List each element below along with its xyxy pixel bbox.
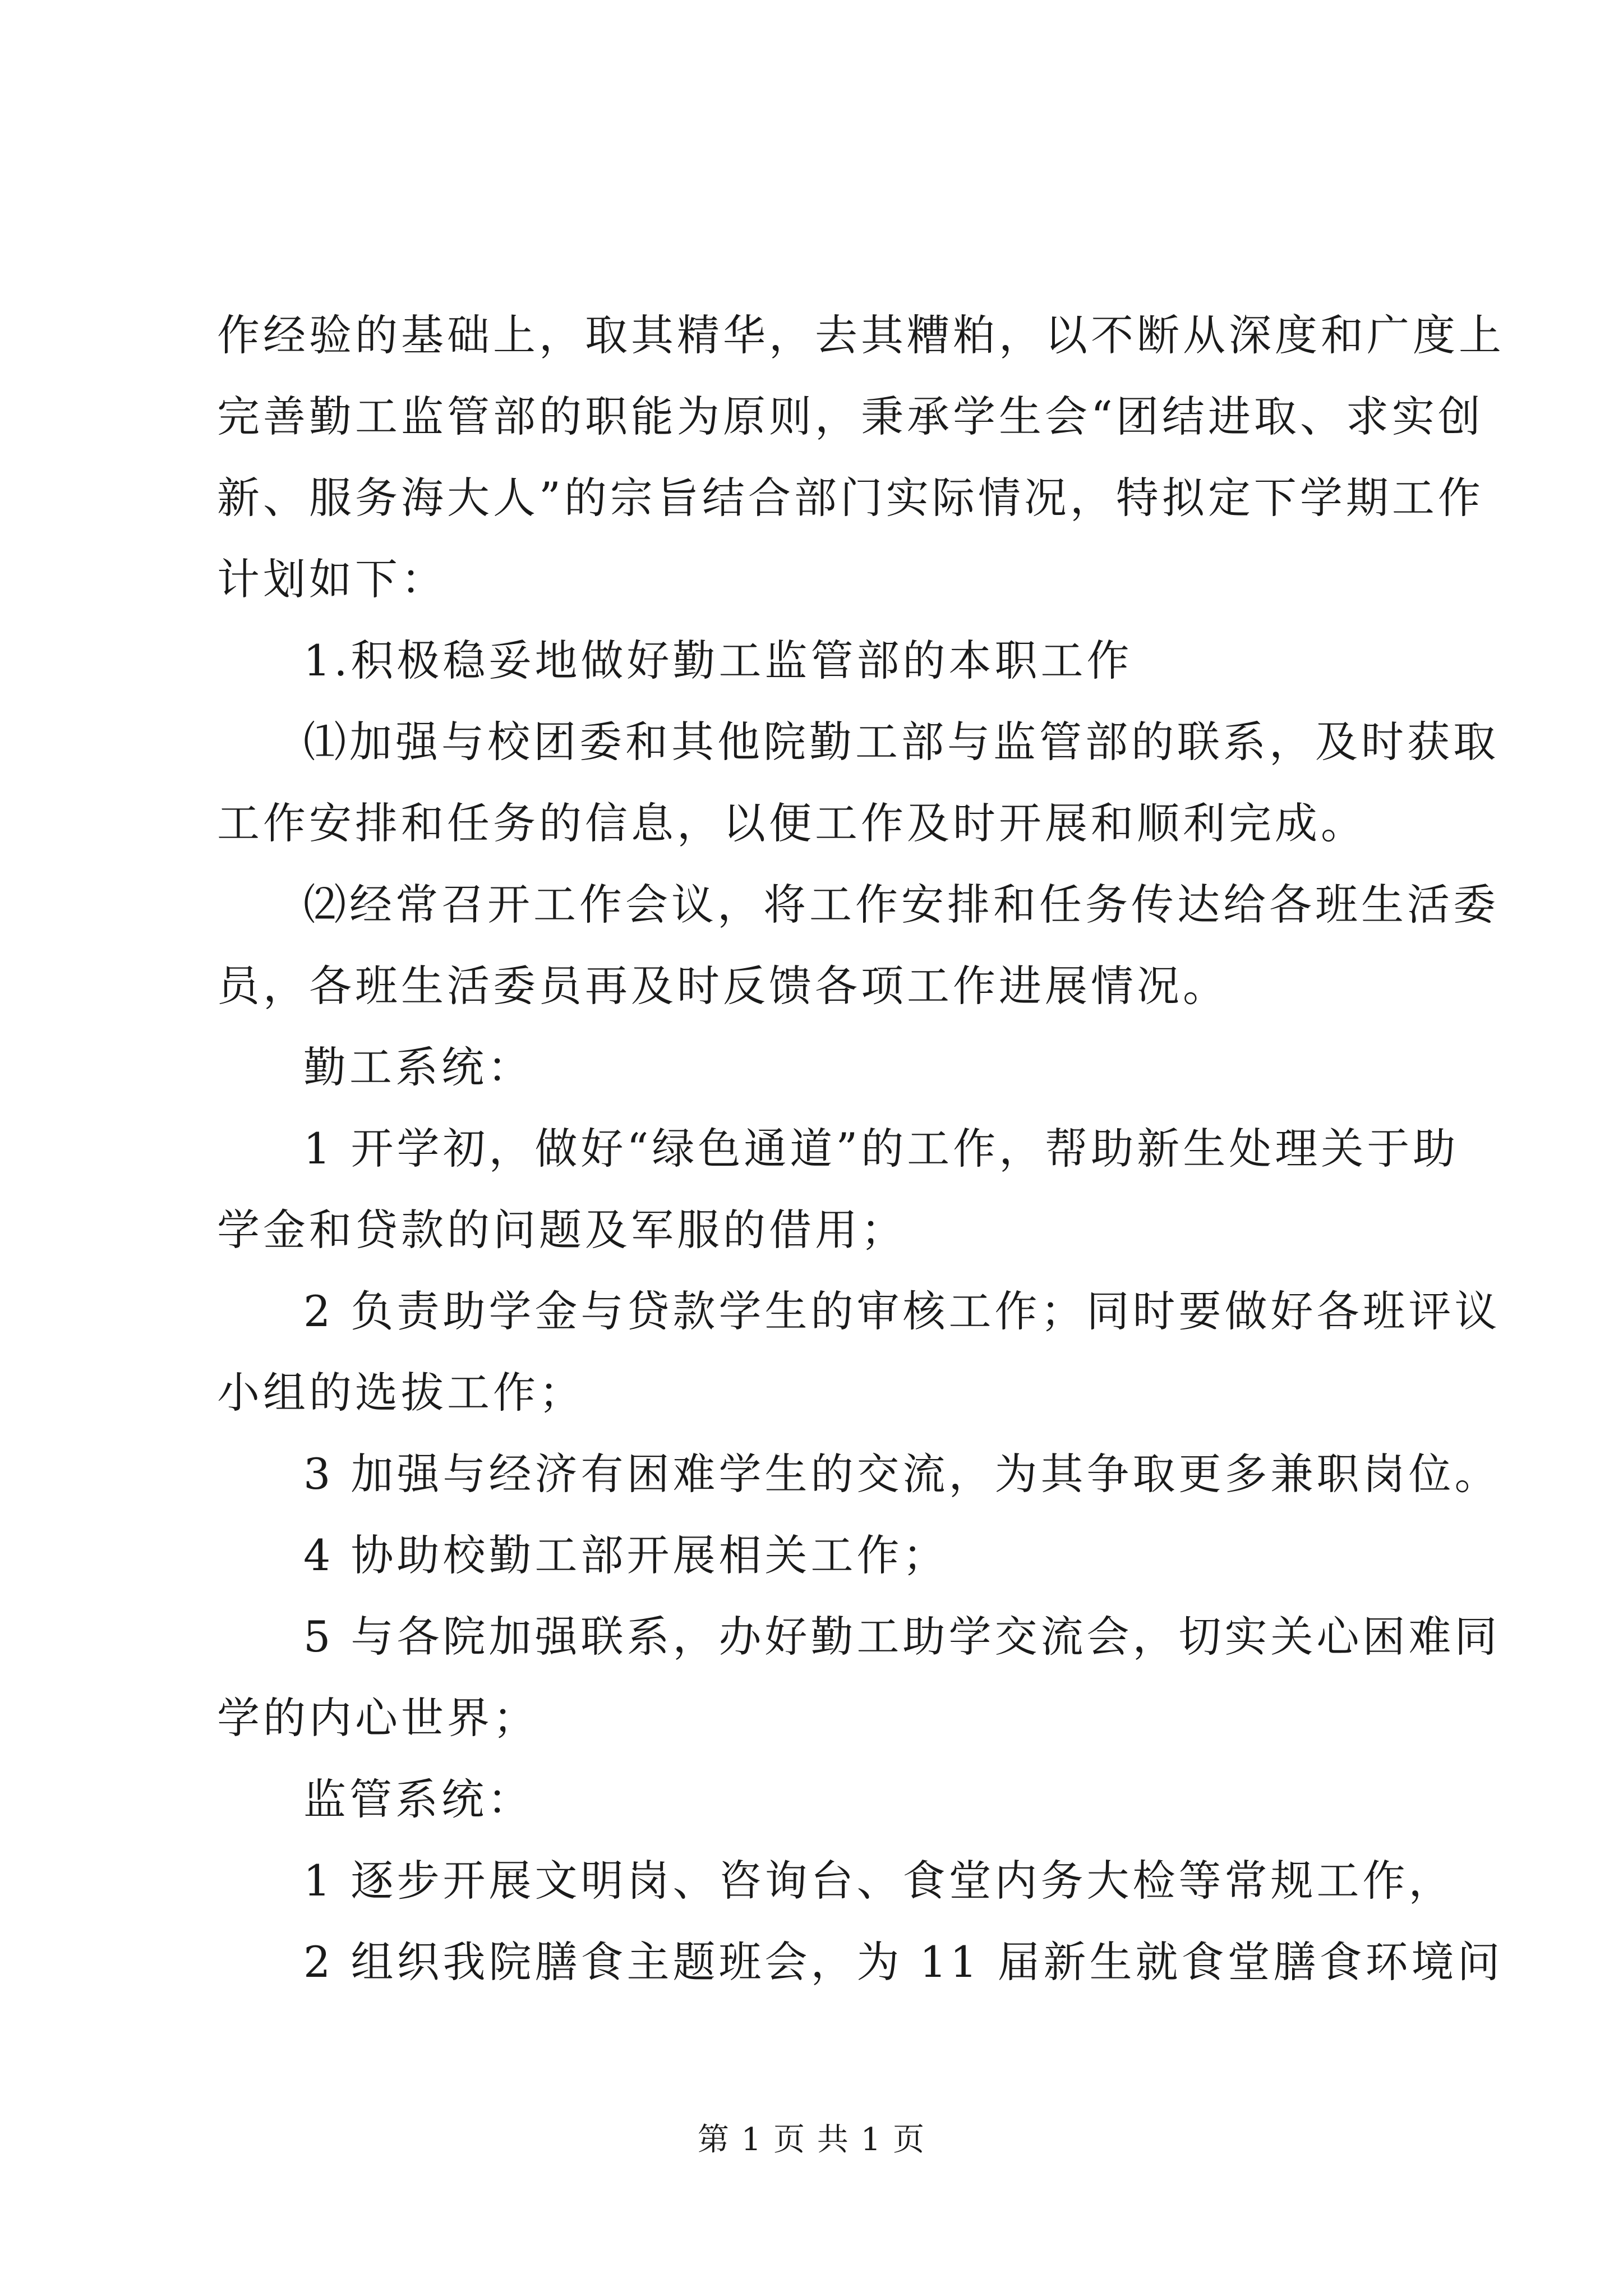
text-line: 小组的选拔工作； [217,1368,585,1418]
text-line: 1.积极稳妥地做好勤工监管部的本职工作 [303,636,1133,685]
text-line: 完善勤工监管部的职能为原则，秉承学生会“团结进取、求实创 [217,392,1484,441]
text-line: 2 组织我院膳食主题班会，为 11 届新生就食堂膳食环境问 [303,1937,1504,1987]
text-line: 计划如下： [217,554,447,604]
text-line: 1 开学初，做好“绿色通道”的工作，帮助新生处理关于助 [303,1124,1459,1174]
text-line: 5 与各院加强联系，办好勤工助学交流会，切实关心困难同 [303,1612,1501,1662]
text-line: 学金和贷款的问题及军服的借用； [217,1205,907,1255]
text-line: 工作安排和任务的信息，以便工作及时开展和顺利完成。 [217,798,1367,848]
section-heading: 监管系统： [303,1774,533,1824]
text-line: 3 加强与经济有困难学生的交流，为其争取更多兼职岗位。 [303,1449,1501,1499]
text-line: 作经验的基础上，取其精华，去其糟粕，以不断从深度和广度上 [217,310,1505,360]
page-number-footer: 第 1 页 共 1 页 [697,2122,926,2158]
text-line: 4 协助校勤工部开展相关工作； [303,1530,949,1580]
text-line: ⑵经常召开工作会议，将工作安排和任务传达给各班生活委 [303,880,1499,930]
text-line: ⑴加强与校团委和其他院勤工部与监管部的联系，及时获取 [303,717,1499,767]
text-line: 1 逐步开展文明岗、咨询台、食堂内务大检等常规工作， [303,1856,1455,1906]
text-line: 2 负责助学金与贷款学生的审核工作；同时要做好各班评议 [303,1286,1501,1336]
section-heading: 勤工系统： [303,1042,533,1092]
text-line: 新、服务海大人”的宗旨结合部门实际情况，特拟定下学期工作 [217,473,1484,523]
text-line: 学的内心世界； [217,1693,539,1743]
text-line: 员，各班生活委员再及时反馈各项工作进展情况。 [217,961,1229,1011]
